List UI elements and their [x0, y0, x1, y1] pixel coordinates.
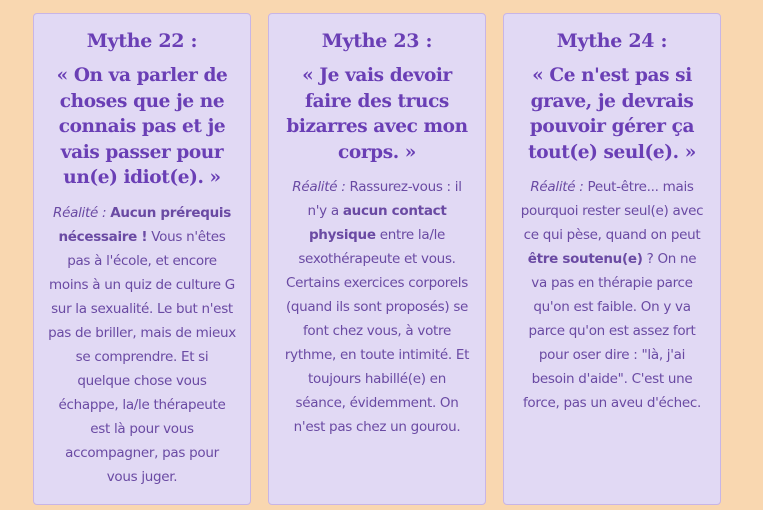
myth-title: Mythe 24 :: [556, 30, 668, 52]
myth-card-24: [503, 13, 721, 505]
reality-label: Réalité :: [530, 179, 584, 195]
reality-emphasis: être soutenu(e): [527, 251, 643, 267]
reality-label: Réalité :: [292, 179, 346, 195]
myth-title: Mythe 22 :: [86, 30, 198, 52]
myth-title: Mythe 23 :: [321, 30, 433, 52]
reality-body: Peut-être... mais pourquoi rester seul(e) avec ce qui pèse, quand on peut: [520, 179, 704, 243]
myth-quote: « Je vais devoir faire des trucs bizarres avec mon corps. »: [286, 65, 468, 163]
reality-body: Vous n'êtes pas à l'école, et encore moins à un quiz de culture G sur la sexualité. Le but n'est pas de briller, mais de mieux se comprendre. Et si quelque chose vous échappe, la/le thérapeute est là pour vous accompagner, pas pour vous juger.: [48, 228, 236, 485]
reality-body: ? On ne va pas en thérapie parce qu'on est faible. On y va parce qu'on est assez fort pour oser dire : "là, j'ai besoin d'aide". C'est une force, pas un aveu d'échec.: [522, 251, 702, 411]
myth-quote: « Ce n'est pas si grave, je devrais pouvoir gérer ça tout(e) seul(e). »: [528, 65, 696, 163]
reality-text: [48, 201, 236, 489]
reality-emphasis: Aucun prérequis nécessaire !: [58, 204, 231, 245]
myth-quote: « On va parler de choses que je ne connais pas et je vais passer pour un(e) idiot(e). »: [56, 65, 228, 188]
myth-card-22: [33, 13, 251, 505]
reality-emphasis: aucun contact physique: [308, 203, 447, 243]
reality-body: Rassurez-vous : il n'y a: [307, 179, 462, 219]
reality-text: [518, 175, 706, 415]
reality-label: Réalité :: [53, 204, 107, 221]
myth-card-23: [268, 13, 486, 505]
reality-text: [283, 175, 471, 439]
reality-body: entre la/le sexothérapeute et vous. Certains exercices corporels (quand ils sont proposés) se font chez vous, à votre rythme, en toute intimité. Et toujours habillé(e) en séance, évidemment. On n'est pas chez un gourou.: [284, 227, 470, 435]
